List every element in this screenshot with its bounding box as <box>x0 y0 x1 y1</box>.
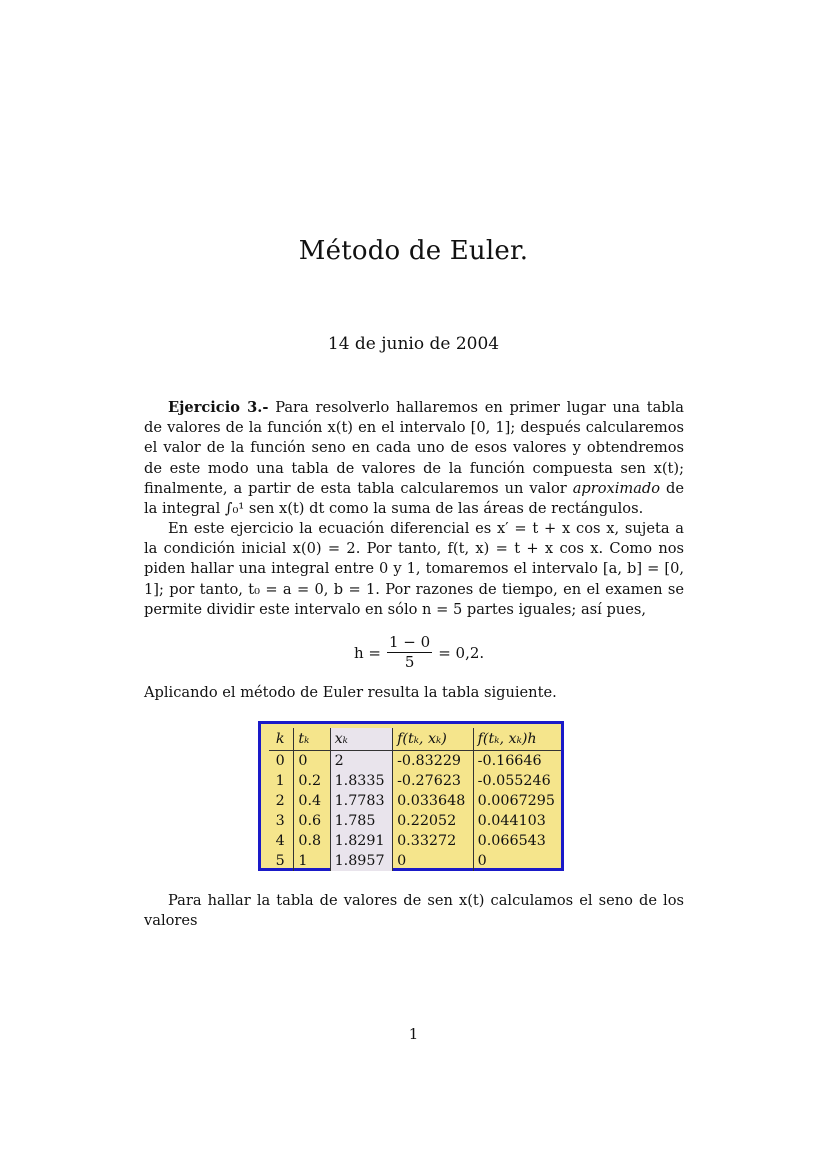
cell-f: 0.22052 <box>393 811 474 831</box>
header-f: f(tₖ, xₖ) <box>393 728 474 751</box>
cell-xk: 1.785 <box>330 811 393 831</box>
paragraph-euler-intro: Aplicando el método de Euler resulta la tabla siguiente. <box>144 684 557 701</box>
cell-k: 3 <box>269 811 294 831</box>
step-size-formula <box>354 633 484 672</box>
header-xk: xₖ <box>330 728 393 751</box>
emphasis-text: aproximado <box>572 479 661 497</box>
cell-k: 4 <box>269 831 294 851</box>
cell-tk: 1 <box>294 851 330 871</box>
formula-denominator: 5 <box>404 653 415 671</box>
table-row <box>269 811 561 831</box>
cell-fh: -0.16646 <box>477 753 542 769</box>
cell-xk: 2 <box>330 751 393 772</box>
table-row <box>269 791 561 811</box>
cell-tk: 0.4 <box>294 791 330 811</box>
paragraph-exercise-intro <box>144 398 684 519</box>
cell-tk: 0.8 <box>294 831 330 851</box>
paragraph-text-b: de la integral ∫₀¹ sen x(t) dt como la suma de las áreas de rectángulos. <box>144 479 684 518</box>
document-title: Método de Euler. <box>298 236 529 266</box>
header-tk: tₖ <box>294 728 330 751</box>
cell-f: -0.83229 <box>393 751 474 772</box>
cell-xk: 1.8957 <box>330 851 393 871</box>
cell-fh: -0.055246 <box>477 773 551 789</box>
paragraph-differential-equation <box>144 519 684 620</box>
cell-f: -0.27623 <box>393 771 474 791</box>
cell-k: 2 <box>269 791 294 811</box>
paragraph4-text: Para hallar la tabla de valores de sen x(t) calculamos el seno de los valores <box>144 892 684 930</box>
formula-fraction <box>387 633 432 672</box>
cell-xk: 1.8291 <box>330 831 393 851</box>
cell-fh: 0.066543 <box>477 833 546 849</box>
cell-fh: 0.044103 <box>477 813 546 829</box>
header-k: k <box>269 728 294 751</box>
cell-k: 1 <box>269 771 294 791</box>
cell-k: 5 <box>269 851 294 871</box>
table-row <box>269 751 561 772</box>
table-header-row <box>269 728 561 751</box>
cell-tk: 0.6 <box>294 811 330 831</box>
cell-fh: 0.0067295 <box>477 793 555 809</box>
cell-xk: 1.7783 <box>330 791 393 811</box>
cell-k: 0 <box>269 751 294 772</box>
formula-numerator: 1 − 0 <box>389 633 431 651</box>
formula-rhs: = 0,2. <box>438 643 485 662</box>
page-number: 1 <box>408 1025 419 1043</box>
exercise-label: Ejercicio 3.- <box>168 399 269 416</box>
euler-table <box>269 728 561 871</box>
paragraph2-text: En este ejercicio la ecuación diferencial es x′ = t + x cos x, sujeta a la condición inicial x(0) = 2. Por tanto, f(t, x) = t + x cos x. Como nos piden hallar una integral entre 0 y 1, tomaremos el intervalo [a, b] = [0, 1]; por tanto, t₀ = a = 0, b = 1. Por razones de tiempo, en el examen se permite dividir este intervalo en sólo n = 5 partes iguales; así pues, <box>144 520 684 618</box>
cell-fh: 0 <box>477 853 487 869</box>
cell-tk: 0.2 <box>294 771 330 791</box>
table-row <box>269 831 561 851</box>
paragraph-sine-values <box>144 891 684 931</box>
cell-f: 0 <box>393 851 474 871</box>
table-row <box>269 771 561 791</box>
cell-f: 0.033648 <box>393 791 474 811</box>
table-row <box>269 851 561 871</box>
document-date: 14 de junio de 2004 <box>327 334 500 354</box>
cell-tk: 0 <box>294 751 330 772</box>
paragraph-text-a: Para resolverlo hallaremos en primer lugar una tabla de valores de la función x(t) en el intervalo [0, 1]; después calcularemos el valor de la función seno en cada uno de esos valores y obtendremos de este modo una tabla de valores de la función compuesta sen x(t); finalmente, a partir de esta tabla calcularemos un valor <box>144 399 684 497</box>
cell-f: 0.33272 <box>393 831 474 851</box>
euler-table-box <box>258 721 564 871</box>
formula-lhs: h = <box>354 643 381 662</box>
header-fh: f(tₖ, xₖ)h <box>473 728 561 751</box>
cell-xk: 1.8335 <box>330 771 393 791</box>
